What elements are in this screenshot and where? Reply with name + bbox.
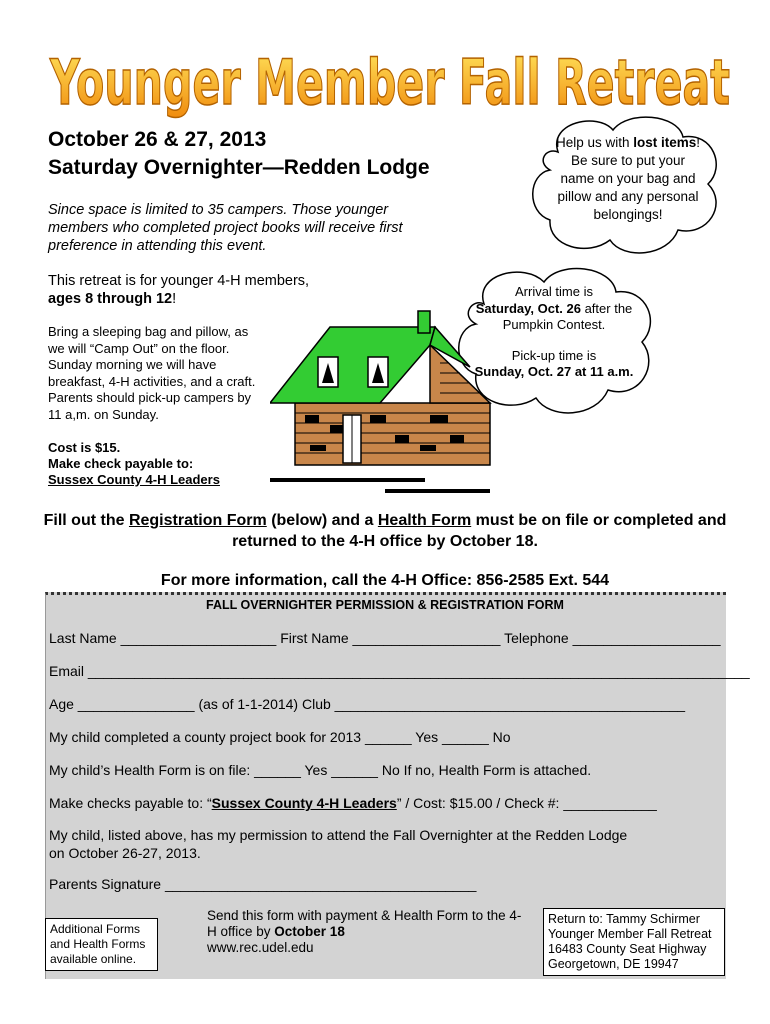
form-title: FALL OVERNIGHTER PERMISSION & REGISTRATION FORM [206,598,564,612]
return-line: Return to: Tammy Schirmer [548,912,700,926]
title-text: Younger Member Fall Retreat [49,46,730,119]
check-row [49,795,657,811]
arrival-date: Saturday, Oct. 26 [475,300,581,316]
return-line: Younger Member Fall Retreat [548,927,712,941]
return-line: Georgetown, DE 19947 [548,957,679,971]
permission-line-2: on October 26-27, 2013. [49,845,201,861]
pickup-label: Pick-up time is [511,347,597,363]
instructions [20,510,750,552]
additional-forms-box: Additional Forms and Health Forms available online. [45,918,158,971]
check-row-a: Make checks payable to: “ [49,795,212,811]
event-name: Saturday Overnighter—Redden Lodge [48,156,430,179]
event-date: October 26 & 27, 2013 [48,128,267,151]
arrival-label: Arrival time is [514,284,593,299]
send-text: Send this form with payment & Health Form to the 4-H office by [207,908,522,939]
arrival-after: after the Pumpkin Contest. [502,300,633,332]
send-instructions [207,908,527,956]
project-book-row: My child completed a county project book for 2013 ______ Yes ______ No [49,729,511,745]
page-title [40,40,740,120]
permission-line-1: My child, listed above, has my permission to attend the Fall Overnighter at the Redden Lodge [49,827,628,843]
registration-form-link: Registration Form [128,512,267,529]
signature-row: Parents Signature ________________________________________ [49,876,477,892]
instructions-b: (below) and a [266,512,378,529]
retreat-audience-text: This retreat is for younger 4-H members, [48,273,310,289]
bring-text: Bring a sleeping bag and pillow, as we will “Camp Out” on the floor. Sunday morning we will have breakfast, 4-H activities, and a craft. Parents should pick-up campers by 11 a,m. on Sunday. [48,324,256,422]
payable-line: Make check payable to: [48,456,194,471]
lost-items-text-c: ! Be sure to put your name on your bag and pillow and any personal belongings! [557,135,701,222]
lost-items-text-a: Help us with [555,135,634,150]
name-row: Last Name ____________________ First Name ___________________ Telephone ___________________ [49,630,721,646]
instructions-c: must be on file or completed and returned to the 4-H office by October 18. [232,512,727,550]
send-deadline: October 18 [274,924,345,939]
check-row-c: ” / Cost: $15.00 / Check #: ____________ [396,795,657,811]
email-row: Email _____________________________________________________________________________________ [49,663,750,679]
check-payee: Sussex County 4-H Leaders [211,795,397,811]
instructions-a: Fill out the [43,512,129,529]
return-address-box [543,908,725,976]
cost-line: Cost is $15. [48,440,121,455]
return-line: 16483 County Seat Highway [548,942,707,956]
lost-items-note [553,134,703,224]
retreat-ages: ages 8 through 12 [48,291,173,307]
age-row: Age _______________ (as of 1-1-2014) Club _____________________________________________ [49,696,686,712]
contact-line: For more information, call the 4-H Office: 856-2585 Ext. 544 [160,572,610,589]
cost-block [48,440,288,488]
health-form-link: Health Form [377,512,472,529]
retreat-audience [48,272,348,308]
pickup-time: Sunday, Oct. 27 at 11 a.m. [474,364,634,379]
retreat-ages-suffix: ! [172,291,177,307]
payee-line: Sussex County 4-H Leaders [48,472,220,487]
website-link: www.rec.udel.edu [207,940,314,955]
lost-items-text-b: lost items [633,135,697,150]
cabin-icon [270,305,500,495]
health-form-row: My child’s Health Form is on file: ______ Yes ______ No If no, Health Form is attached. [49,762,592,778]
intro-text: Since space is limited to 35 campers. Those younger members who completed project books will receive first preference in attending this event. [48,202,403,254]
